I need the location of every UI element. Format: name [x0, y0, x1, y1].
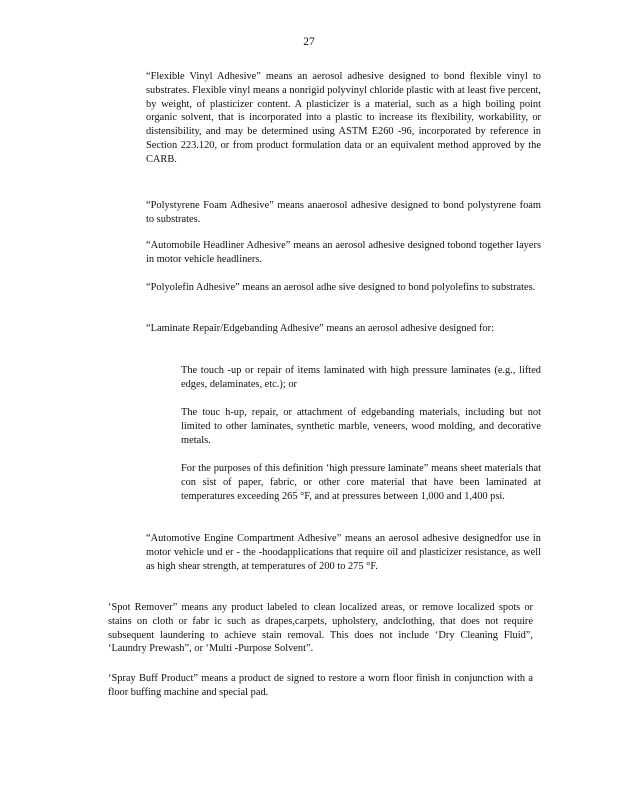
- definition-polystyrene-foam-adhesive: “Polystyrene Foam Adhesive” means anaerosol adhesive designed to bond polystyrene foam to substrates.: [146, 200, 541, 225]
- definition-spray-buff-product: ‘Spray Buff Product” means a product de signed to restore a worn floor finish in conjunction with a floor buffing machine and special pad.: [108, 673, 533, 698]
- laminate-subitem-edgebanding: The touc h-up, repair, or attachment of edgebanding materials, including but not limited to other laminates, synthetic marble, veneers, wood molding, and decorative metals.: [181, 407, 541, 446]
- definition-spot-remover: ‘Spot Remover” means any product labeled to clean localized areas, or remove localized spots or stains on cloth or fabr ic such as drapes,carpets, upholstery, andclothing, that does not require subsequent laundering to achieve stain removal. This does not include ‘Dry Cleaning Fluid”, ‘Laundry Prewash”, or ‘Multi -Purpose Solvent”.: [108, 602, 533, 655]
- definition-polyolefin-adhesive: “Polyolefin Adhesive” means an aerosol adhe sive designed to bond polyolefins to substrates.: [146, 282, 536, 293]
- definition-flexible-vinyl-adhesive: “Flexible Vinyl Adhesive” means an aerosol adhesive designed to bond flexible vinyl to substrates. Flexible vinyl means a nonrigid polyvinyl chloride plastic with at least five percent, by weight, of plasticizer content. A plasticizer is a material, such as a high boiling point organic solvent, that is incorporated into a plastic to increase its flexibility, workability, or distensibility, and may be determined using ASTM E260 -96, incorporated by reference in Section 223.120, or from product formulation data or an equivalent method approved by the CARB.: [146, 71, 541, 165]
- definition-automotive-engine-compartment-adhesive: “Automotive Engine Compartment Adhesive” means an aerosol adhesive designedfor use in motor vehicle und er - the -hoodapplications that require oil and plasticizer resistance, as well as high shear strength, at temperatures of 200 to 275 °F.: [146, 533, 541, 572]
- page-number: 27: [303, 36, 315, 48]
- laminate-subitem-high-pressure-laminate: For the purposes of this definition ‘high pressure laminate” means sheet materials that con sist of paper, fabric, or other core material that have been laminated at temperatures exceeding 265 °F, and at pressures between 1,000 and 1,400 psi.: [181, 463, 541, 502]
- definition-automobile-headliner-adhesive: “Automobile Headliner Adhesive” means an aerosol adhesive designed tobond together layers in motor vehicle headliners.: [146, 240, 541, 265]
- definition-laminate-repair-adhesive: “Laminate Repair/Edgebanding Adhesive” means an aerosol adhesive designed for:: [146, 323, 494, 334]
- laminate-subitem-touch-up: The touch -up or repair of items laminated with high pressure laminates (e.g., lifted edges, delaminates, etc.); or: [181, 365, 541, 390]
